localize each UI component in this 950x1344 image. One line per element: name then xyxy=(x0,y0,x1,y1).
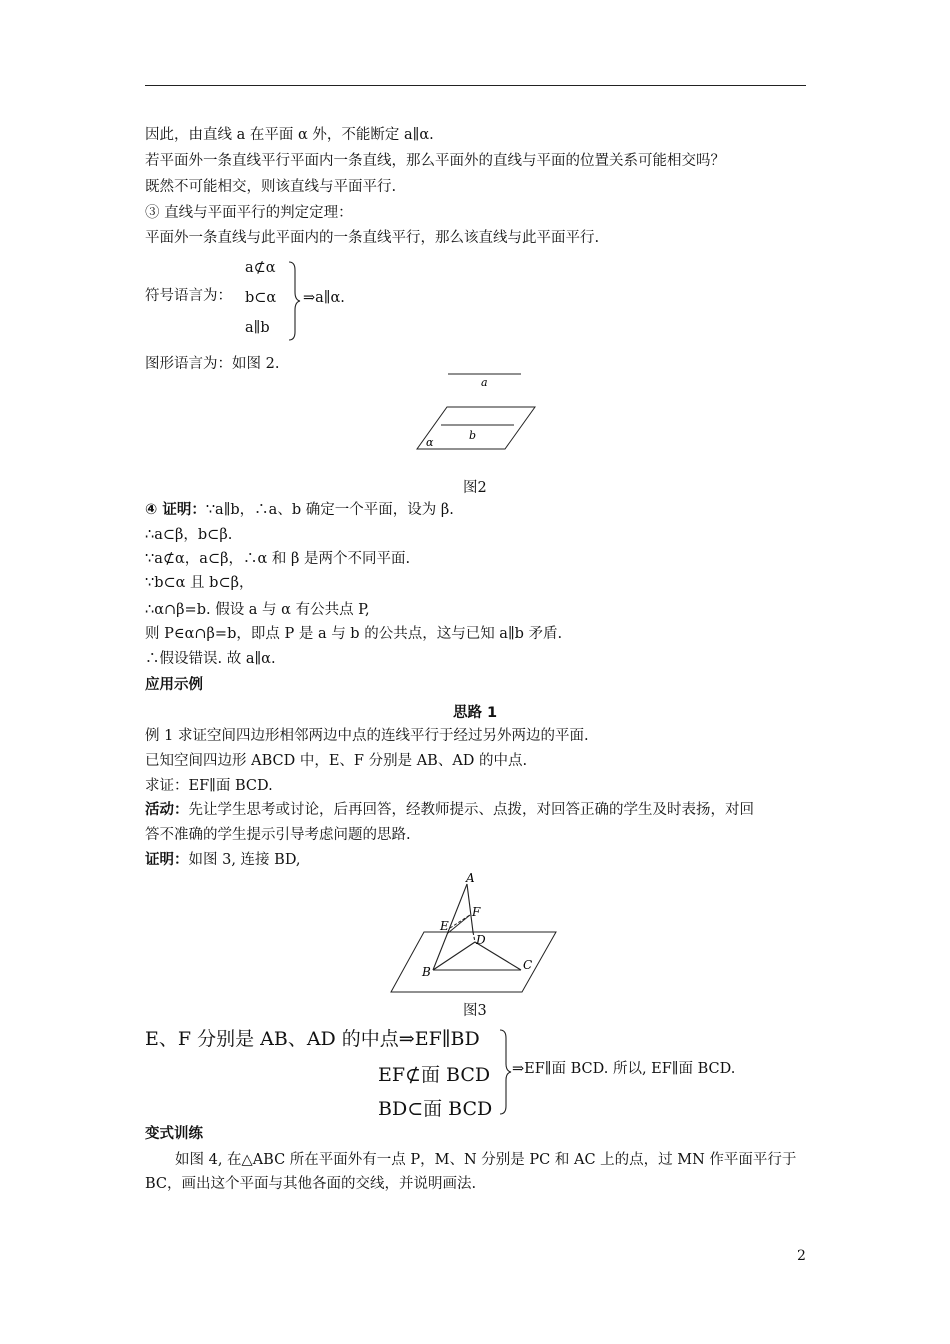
variant-line: 如图 4, 在△ABC 所在平面外有一点 P，M、N 分别是 PC 和 AC 上的点，过 MN 作平面平行于 xyxy=(175,1152,797,1168)
example-line: 例 1 求证空间四边形相邻两边中点的连线平行于经过另外两边的平面. xyxy=(145,728,589,744)
condition: b⊂α xyxy=(245,290,277,306)
reasoning-line: BD⊂面 BCD xyxy=(378,1098,493,1120)
text-line: 图形语言为：如图 2. xyxy=(145,356,280,372)
proof-label: ④ 证明： xyxy=(145,502,206,518)
text-line: 因此，由直线 a 在平面 α 外，不能断定 a∥α. xyxy=(145,127,434,143)
proof2-line xyxy=(145,850,301,870)
reasoning-conclusion: ⇒EF∥面 BCD. 所以, EF∥面 BCD. xyxy=(512,1061,736,1077)
symbol-label: 符号语言为： xyxy=(145,288,232,304)
variant-title: 变式训练 xyxy=(145,1126,203,1142)
label-B: B xyxy=(422,965,431,979)
label-F: F xyxy=(472,905,481,919)
proof-head xyxy=(145,500,454,520)
label-b: b xyxy=(469,429,477,442)
figure-caption: 图3 xyxy=(463,1003,487,1019)
proof-line: ∴假设错误. 故 a∥α. xyxy=(145,651,276,667)
example-line: 求证：EF∥面 BCD. xyxy=(145,778,273,794)
text-line: 平面外一条直线与此平面内的一条直线平行，那么该直线与此平面平行. xyxy=(145,230,600,246)
brace-icon xyxy=(497,1028,513,1116)
label-E: E xyxy=(440,919,449,933)
label-C: C xyxy=(523,958,533,972)
reasoning-line: EF⊄面 BCD xyxy=(378,1064,491,1086)
proof-line: ∵a⊄α，a⊂β，∴α 和 β 是两个不同平面. xyxy=(145,551,411,567)
proof-line: ∵b⊂α 且 b⊂β， xyxy=(145,575,254,591)
proof-head-text: ∵a∥b，∴a、b 确定一个平面，设为 β. xyxy=(205,502,454,518)
idea-title: 思路 1 xyxy=(453,705,498,721)
proof2-label: 证明： xyxy=(145,852,189,868)
activity-label: 活动： xyxy=(145,802,189,818)
text-line: 若平面外一条直线平行平面内一条直线，那么平面外的直线与平面的位置关系可能相交吗？ xyxy=(145,153,725,169)
figure-caption: 图2 xyxy=(463,480,487,496)
condition: a⊄α xyxy=(245,260,276,276)
proof-line: 则 P∈α∩β=b，即点 P 是 a 与 b 的公共点，这与已知 a∥b 矛盾. xyxy=(145,626,563,642)
page-number: 2 xyxy=(797,1248,806,1264)
reasoning-line: E、F 分别是 AB、AD 的中点⇒EF∥BD xyxy=(145,1028,480,1050)
label-A: A xyxy=(466,871,475,885)
section-title: 应用示例 xyxy=(145,677,203,693)
example-line: 已知空间四边形 ABCD 中，E、F 分别是 AB、AD 的中点. xyxy=(145,753,528,769)
label-a: a xyxy=(481,376,488,389)
activity-line xyxy=(145,800,754,820)
activity-text: 先让学生思考或讨论，后再回答，经教师提示、点拨，对回答正确的学生及时表扬，对回 xyxy=(188,802,754,818)
proof-line: ∴a⊂β，b⊂β. xyxy=(145,527,233,543)
condition: a∥b xyxy=(245,320,270,336)
activity-line: 答不准确的学生提示引导考虑问题的思路. xyxy=(145,827,411,843)
figure-3 xyxy=(390,866,562,996)
brace-icon xyxy=(286,260,302,342)
conclusion: ⇒a∥α. xyxy=(303,290,345,306)
label-D: D xyxy=(476,933,486,947)
text-line: ③ 直线与平面平行的判定定理： xyxy=(145,205,353,221)
proof2-text: 如图 3, 连接 BD, xyxy=(188,852,301,868)
header-rule xyxy=(145,85,806,86)
proof-line: ∴α∩β=b. 假设 a 与 α 有公共点 P, xyxy=(145,602,370,618)
text-line: 既然不可能相交，则该直线与平面平行. xyxy=(145,179,397,195)
figure-2 xyxy=(410,368,540,453)
variant-line: BC，画出这个平面与其他各面的交线，并说明画法. xyxy=(145,1176,477,1192)
label-alpha: α xyxy=(426,436,434,449)
